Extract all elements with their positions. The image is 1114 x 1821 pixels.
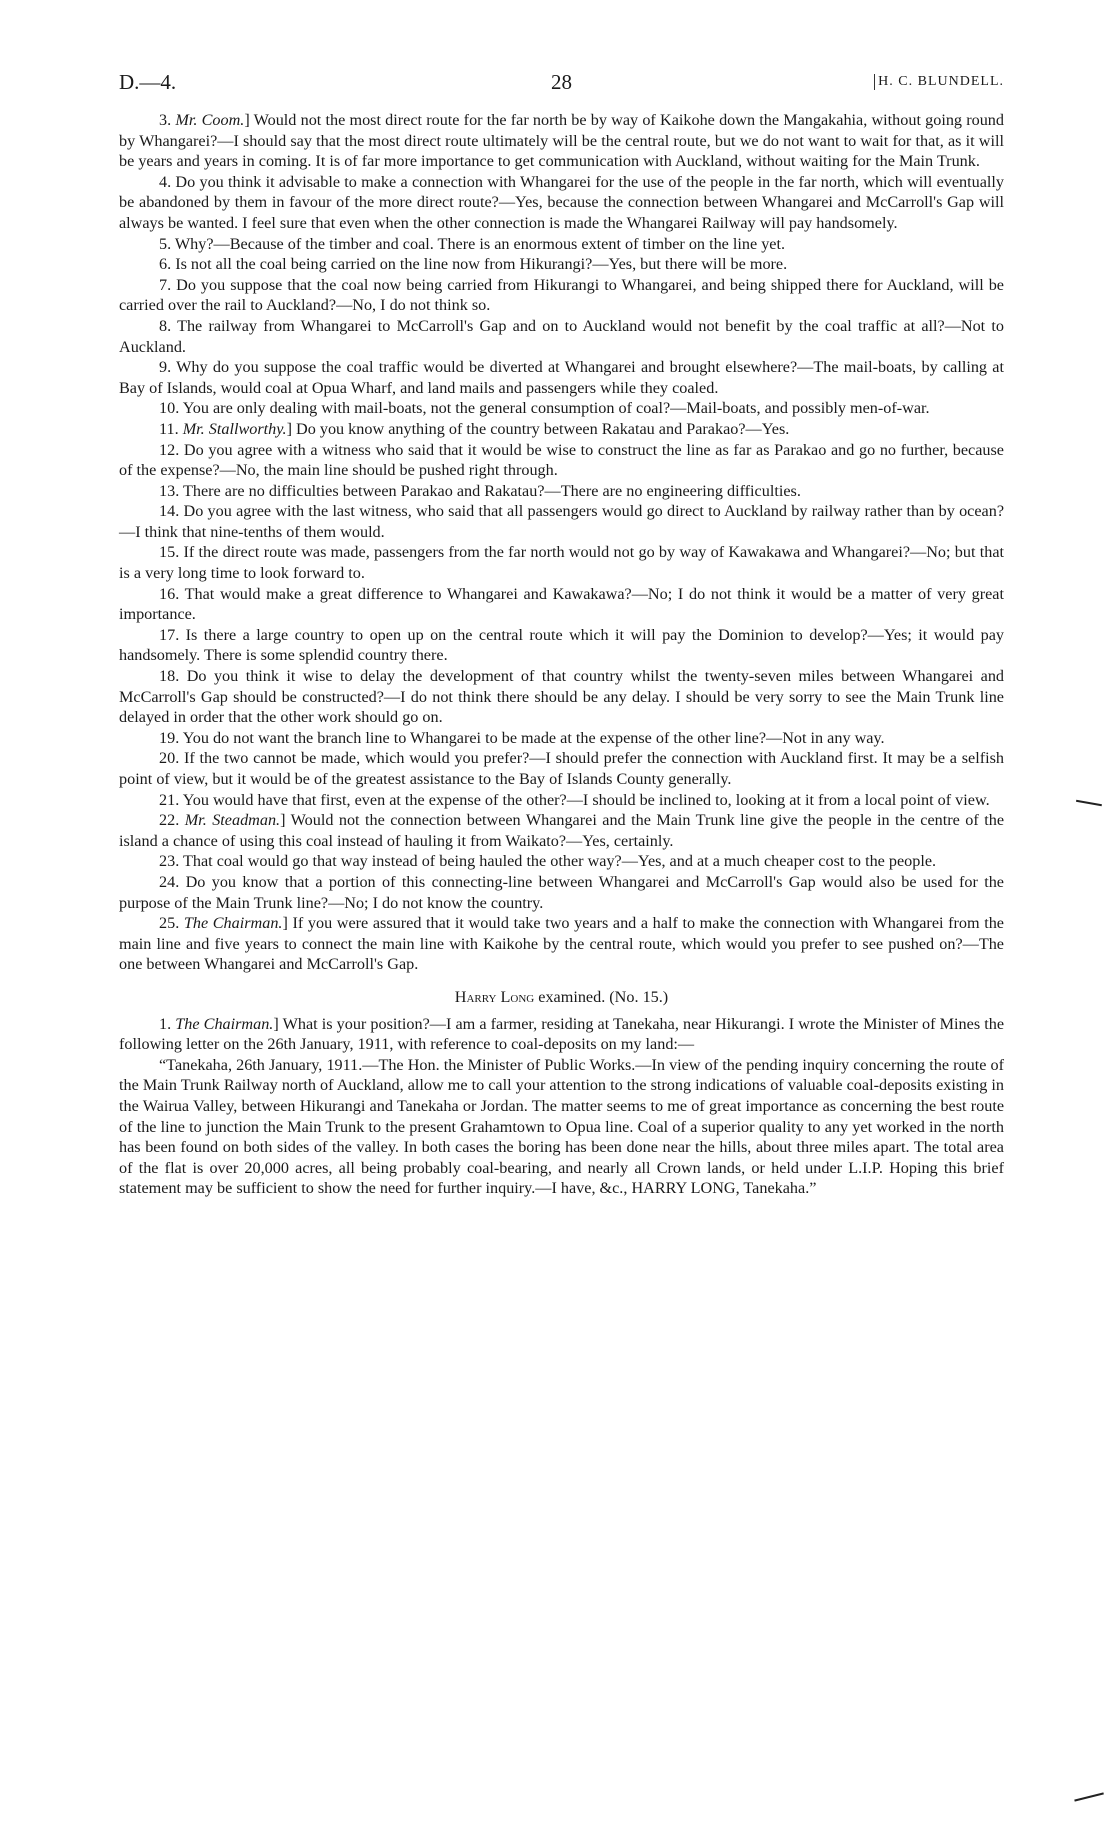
question-number: 11.: [159, 419, 179, 438]
testimony-paragraph: [119, 172, 1004, 234]
question-number: 10.: [159, 399, 180, 418]
witness-examined: examined.: [538, 987, 606, 1006]
testimony-paragraph: 3. Mr. Coom.] Would not the most direct route for the far north be by way of Kaikohe down the Mangakahia, without going round by Whangarei?—I should say that the most direct route ultimately will be the central route, but we do not want to wait for that, as it will be years and years in coming. It is of far more importance to get communication with Auckland, without waiting for the Main Trunk.: [119, 111, 1004, 171]
question-text: Do you think it advisable to make a connection with Whangarei for the use of the people in the far north, which will eventually be abandoned by them in favour of the more direct route?—Yes, because the connection between Whangarei and McCarroll's Gap will always be wanted. I feel sure that even when the other connection is made the Whangarei Railway will pay handsomely.: [119, 172, 1004, 232]
testimony-paragraph: [119, 254, 1004, 275]
testimony-paragraph: [119, 872, 1004, 913]
question-text: If the direct route was made, passengers from the far north would not go by way of Kawakawa and Whangarei?—No; but that is a very long time to look forward to.: [119, 543, 1004, 583]
question-text: Why?—Because of the timber and coal. There is an enormous extent of timber on the line yet.: [174, 234, 786, 253]
testimony-paragraph: [119, 440, 1004, 481]
testimony-paragraph: [119, 316, 1004, 357]
question-number: 6.: [159, 255, 172, 274]
speaker-name: Mr. Steadman.: [184, 811, 281, 830]
speaker-name: The Chairman.: [175, 1014, 274, 1033]
testimony-body: [119, 110, 1004, 1199]
question-text: “Tanekaha, 26th January, 1911.—The Hon. the Minister of Public Works.—In view of the pending inquiry concerning the route of the Main Trunk Railway north of Auckland, allow me to call your attention to the strong indications of valuable coal-deposits existing in the Wairua Valley, between Hikurangi and Tanekaha or Jordan. The matter seems to me of great importance as concerning the best route of the line to junction the Main Trunk to the present Grahamtown to Opua line. Coal of a superior quality to any yet worked in the north has been found on both sides of the valley. In both cases the boring has been done near the hills, about three miles apart. The total area of the flat is over 20,000 acres, all being probably coal-bearing, and nearly all Crown lands, or held under L.I.P. Hoping this brief statement may be sufficient to show the need for further inquiry.—I have, &c., HARRY LONG, Tanekaha.”: [119, 1055, 1004, 1198]
question-number: 19.: [159, 728, 180, 747]
question-text: If the two cannot be made, which would you prefer?—I should prefer the connection with Auckland first. It may be a selfish point of view, but it would be of the greatest assistance to the Bay of Islands County generally.: [119, 749, 1004, 788]
testimony-paragraph: [119, 1055, 1004, 1199]
question-text: Would not the most direct route for the far north be by way of Kaikohe down the Mangakahia, without going round by Whangarei?—I should say that the most direct route ultimately will be the central route, but we do not want to wait for that, as it will be years and years in coming. It is of far more importance to get communication with Auckland, without waiting for the Main Trunk.: [119, 111, 1004, 171]
question-number: 8.: [159, 316, 172, 335]
question-number: 14.: [159, 502, 180, 521]
witness-name-header: H. C. BLUNDELL.: [874, 74, 1004, 90]
speaker-name: Mr. Stallworthy.: [182, 419, 287, 438]
testimony-paragraph: [119, 584, 1004, 625]
testimony-paragraph: [119, 851, 1004, 872]
testimony-paragraph: [119, 625, 1004, 666]
testimony-paragraph: [119, 275, 1004, 316]
question-text: There are no difficulties between Parakao and Rakatau?—There are no engineering difficulties.: [183, 481, 801, 500]
testimony-paragraph: 25. The Chairman.] If you were assured that it would take two years and a half to make the connection with Whangarei from the main line and five years to connect the main line with Kaikohe by the central route, which would you prefer to see pushed on?—The one between Whangarei and McCarroll's Gap.: [119, 914, 1004, 974]
question-text: That coal would go that way instead of being hauled the other way?—Yes, and at a much cheaper cost to the people.: [183, 852, 937, 871]
testimony-paragraph: [119, 481, 1004, 502]
question-number: 12.: [159, 440, 180, 459]
witness-name: Harry Long: [454, 987, 535, 1006]
question-number: 18.: [159, 667, 180, 686]
question-text: If you were assured that it would take two years and a half to make the connection with Whangarei from the main line and five years to connect the main line with Kaikohe by the central route, which would you prefer to see pushed on?—The one between Whangarei and McCarroll's Gap.: [119, 914, 1004, 974]
question-text: You would have that first, even at the expense of the other?—I should be inclined to, looking at it from a local point of view.: [182, 790, 990, 809]
testimony-paragraph: [119, 790, 1004, 811]
margin-mark: [1074, 1792, 1103, 1801]
speaker-name: Mr. Coom.: [175, 111, 245, 129]
question-text: Do you suppose that the coal now being carried from Hikurangi to Whangarei, and being shipped there for Auckland, will be carried over the rail to Auckland?—No, I do not think so.: [119, 275, 1004, 315]
testimony-paragraph: [119, 501, 1004, 542]
question-list: [119, 110, 1004, 975]
question-number: 22.: [159, 811, 180, 830]
question-number: 15.: [159, 543, 180, 562]
testimony-paragraph: 22. Mr. Steadman.] Would not the connection between Whangarei and the Main Trunk line give the people in the centre of the island a chance of using this coal instead of hauling it from Waikato?—Yes, certainly.: [119, 811, 1005, 850]
question-number: 25.: [159, 914, 180, 933]
question-number: 21.: [159, 790, 180, 809]
question-text: What is your position?—I am a farmer, residing at Tanekaha, near Hikurangi. I wrote the Minister of Mines the following letter on the 26th January, 1911, with reference to coal-deposits on my land:—: [119, 1014, 1004, 1054]
testimony-paragraph: [119, 728, 1004, 749]
page-number: 28: [551, 70, 572, 94]
question-number: 24.: [159, 872, 180, 891]
testimony-paragraph: [119, 398, 1004, 419]
document-reference: D.—4.: [119, 70, 177, 94]
question-text: Do you know that a portion of this connecting-line between Whangarei and McCarroll's Gap would also be used for the purpose of the Main Trunk line?—No; I do not know the country.: [119, 872, 1004, 912]
question-number: 4.: [159, 172, 172, 191]
testimony-paragraph: 11. Mr. Stallworthy.] Do you know anything of the country between Rakatau and Parakao?—Yes.: [159, 419, 790, 438]
testimony-paragraph: [119, 666, 1004, 728]
question-number: 13.: [159, 481, 180, 500]
witness-heading: [119, 987, 1004, 1008]
question-number: 17.: [159, 625, 180, 644]
question-number: 3.: [159, 111, 172, 129]
question-number: 1.: [159, 1014, 172, 1033]
page-header: [119, 70, 1004, 110]
speaker-name: The Chairman.: [183, 914, 283, 933]
question-text: That would make a great difference to Whangarei and Kawakawa?—No; I do not think it would be a matter of very great importance.: [119, 584, 1004, 624]
question-number: 5.: [159, 234, 172, 253]
question-text: Why do you suppose the coal traffic would be diverted at Whangarei and brought elsewhere?—The mail-boats, by calling at Bay of Islands, would coal at Opua Wharf, and land mails and passengers while they coaled.: [119, 358, 1004, 397]
testimony-paragraph: [119, 542, 1004, 583]
question-number: 20.: [159, 749, 180, 768]
testimony-paragraph: [119, 234, 1004, 255]
question-text: Do you know anything of the country between Rakatau and Parakao?—Yes.: [296, 419, 790, 438]
question-number: 23.: [159, 852, 180, 871]
testimony-paragraph: [119, 357, 1004, 398]
document-page: [119, 70, 1004, 1199]
question-number: 16.: [159, 584, 180, 603]
testimony-paragraph: 1. The Chairman.] What is your position?—I am a farmer, residing at Tanekaha, near Hikurangi. I wrote the Minister of Mines the following letter on the 26th January, 1911, with reference to coal-deposits on my land:—: [119, 1014, 1004, 1054]
question-number: 9.: [159, 358, 172, 377]
question-text: The railway from Whangarei to McCarroll's Gap and on to Auckland would not benefit by the coal traffic at all?—Not to Auckland.: [119, 316, 1004, 356]
question-text: You do not want the branch line to Whangarei to be made at the expense of the other line?—Not in any way.: [182, 728, 885, 747]
question-text: Is there a large country to open up on the central route which it will pay the Dominion to develop?—Yes; it would pay handsomely. There is some splendid country there.: [119, 625, 1004, 665]
witness-number: (No. 15.): [609, 987, 669, 1006]
question-text: You are only dealing with mail-boats, not the general consumption of coal?—Mail-boats, and possibly men-of-war.: [182, 399, 930, 418]
question-text: Is not all the coal being carried on the line now from Hikurangi?—Yes, but there will be more.: [175, 255, 788, 274]
question-text: Do you agree with the last witness, who said that all passengers would go direct to Auckland by railway rather than by ocean?—I think that nine-tenths of them would.: [119, 502, 1004, 541]
question-text: Do you agree with a witness who said that it would be wise to construct the line as far as Parakao and go no further, because of the expense?—No, the main line should be pushed right through.: [119, 440, 1004, 480]
witness-question-list: [119, 1014, 1004, 1199]
margin-mark: [1076, 800, 1102, 806]
question-text: Do you think it wise to delay the development of that country whilst the twenty-seven miles between Whangarei and McCarroll's Gap should be constructed?—I do not think there should be any delay. I should be very sorry to see the Main Trunk line delayed in order that the other work should go on.: [119, 667, 1005, 727]
testimony-paragraph: [119, 748, 1004, 789]
question-number: 7.: [159, 275, 172, 294]
question-text: Would not the connection between Whangarei and the Main Trunk line give the people in the centre of the island a chance of using this coal instead of hauling it from Waikato?—Yes, certainly.: [119, 811, 1005, 850]
